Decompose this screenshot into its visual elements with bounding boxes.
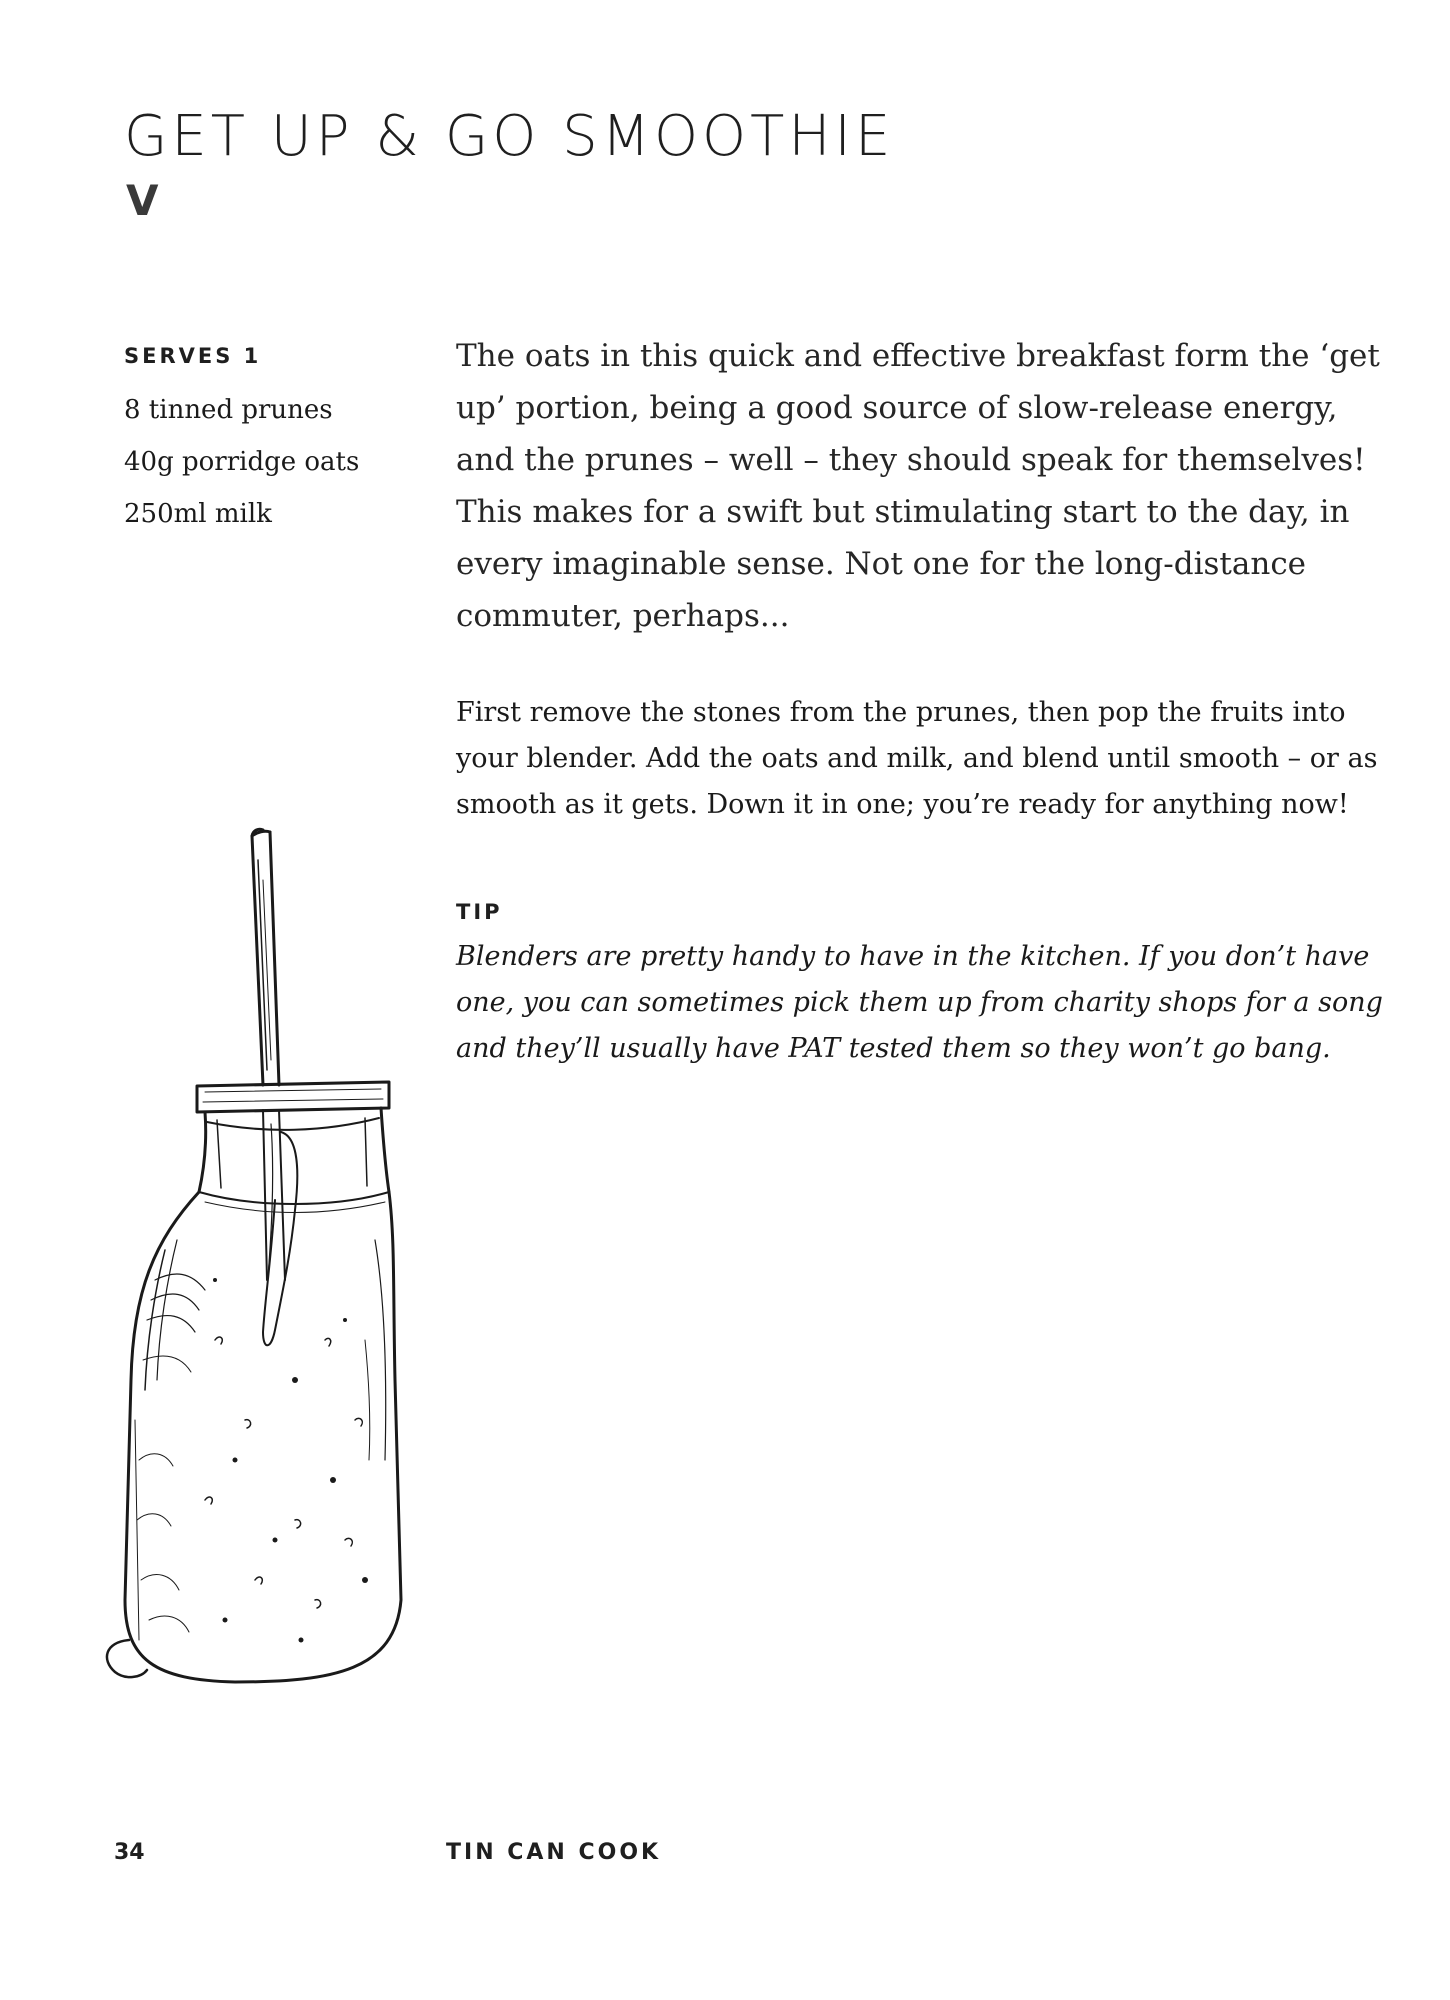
- tip-body: Blenders are pretty handy to have in the kitchen. If you don’t have one, you can sometimes pick them up from charity shops for a song and they’ll usually have PAT tested them so they won’t go bang.: [456, 941, 1383, 1064]
- bottle-lid: [197, 1082, 389, 1112]
- recipe-title: GET UP & GO SMOOTHIE: [124, 104, 895, 169]
- book-title: TIN CAN COOK: [446, 1840, 662, 1865]
- straw-outline: [252, 829, 263, 1085]
- ingredient-item: 8 tinned prunes: [124, 395, 333, 425]
- smoothie-bottle-illustration: [95, 820, 425, 1740]
- tip-heading: TIP: [456, 900, 503, 924]
- recipe-method: First remove the stones from the prunes, then pop the fruits into your blender. Add the oats and milk, and blend until smooth – or as smooth as it gets. Down it in one; you’re ready for anything now!: [456, 697, 1378, 820]
- ingredient-item: 40g porridge oats: [124, 447, 360, 477]
- page-number: 34: [114, 1840, 145, 1865]
- recipe-intro: The oats in this quick and effective breakfast form the ‘get up’ portion, being a good source of slow-release energy, and the prunes – well – they should speak for themselves! This makes for a swift but stimulating start to the day, in every imaginable sense. Not one for the long-distance commuter, perhaps...: [456, 338, 1380, 634]
- bottle-body: [125, 1192, 401, 1682]
- vegetarian-mark: V: [126, 176, 159, 225]
- ingredient-item: 250ml milk: [124, 499, 272, 529]
- ingredients-list: [124, 344, 424, 540]
- serves-label: SERVES 1: [124, 344, 262, 368]
